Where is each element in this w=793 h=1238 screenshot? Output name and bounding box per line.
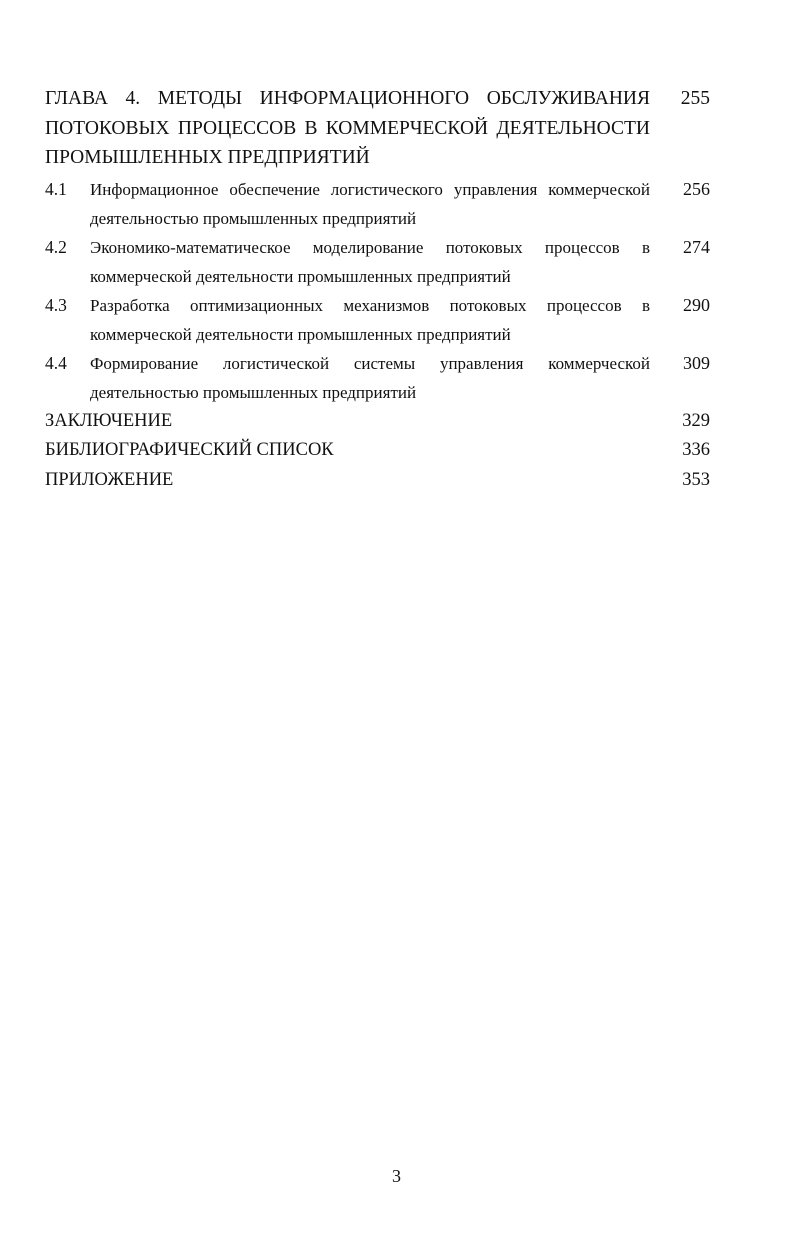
section-page-number: 274 xyxy=(683,236,710,257)
bibliography-title: БИБЛИОГРАФИЧЕСКИЙ СПИСОК xyxy=(45,440,334,460)
toc-conclusion-entry xyxy=(45,407,710,437)
section-title: Информационное обеспечение логистического управления коммерческой деятельностью промышленных предприятий xyxy=(90,179,650,228)
section-page-number: 309 xyxy=(683,352,710,373)
section-page-number: 290 xyxy=(683,294,710,315)
bibliography-page-number: 336 xyxy=(682,440,710,460)
toc-section-entry xyxy=(45,291,710,349)
page-number-footer: 3 xyxy=(392,1166,401,1186)
section-number: 4.4 xyxy=(45,352,67,373)
section-title: Разработка оптимизационных механизмов потоковых процессов в коммерческой деятельности промышленных предприятий xyxy=(90,295,650,344)
section-title: Экономико-математическое моделирование потоковых процессов в коммерческой деятельности промышленных предприятий xyxy=(90,237,650,286)
toc-chapter-entry xyxy=(45,84,710,173)
toc-bibliography-entry xyxy=(45,436,710,466)
section-number: 4.1 xyxy=(45,178,67,199)
section-title: Формирование логистической системы управления коммерческой деятельностью промышленных предприятий xyxy=(90,353,650,402)
section-number: 4.2 xyxy=(45,236,67,257)
table-of-contents xyxy=(45,84,710,495)
section-number: 4.3 xyxy=(45,294,67,315)
chapter-page-number: 255 xyxy=(680,88,710,109)
chapter-title: ГЛАВА 4. МЕТОДЫ ИНФОРМАЦИОННОГО ОБСЛУЖИВАНИЯ ПОТОКОВЫХ ПРОЦЕССОВ В КОММЕРЧЕСКОЙ ДЕЯТЕЛЬНОСТИ ПРОМЫШЛЕННЫХ ПРЕДПРИЯТИЙ xyxy=(45,88,650,168)
toc-section-entry xyxy=(45,233,710,291)
toc-section-entry xyxy=(45,175,710,233)
toc-section-entry xyxy=(45,349,710,407)
appendix-page-number: 353 xyxy=(682,469,710,490)
conclusion-page-number: 329 xyxy=(682,410,710,431)
toc-appendix-entry xyxy=(45,466,710,496)
section-page-number: 256 xyxy=(683,178,710,199)
appendix-title: ПРИЛОЖЕНИЕ xyxy=(45,469,174,490)
conclusion-title: ЗАКЛЮЧЕНИЕ xyxy=(45,410,173,431)
